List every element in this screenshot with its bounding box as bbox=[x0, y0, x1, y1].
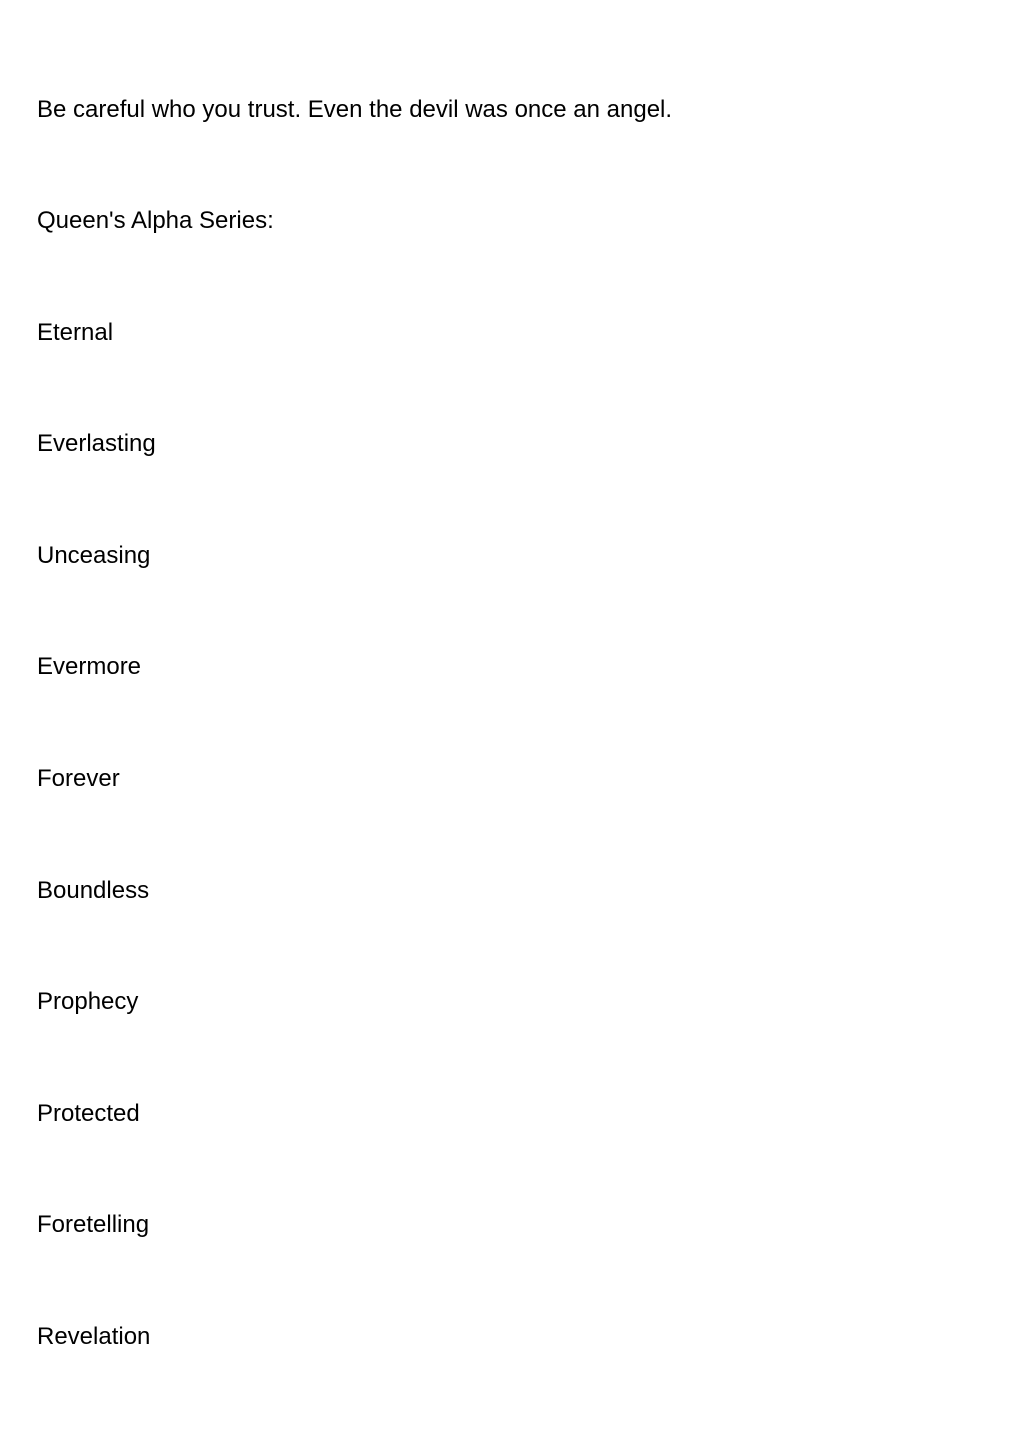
series-title: Revelation bbox=[37, 1323, 151, 1350]
series-title: Evermore bbox=[37, 653, 142, 680]
series-title: Unceasing bbox=[37, 542, 151, 569]
series-title: Protected bbox=[37, 1100, 140, 1127]
series-title: Boundless bbox=[37, 877, 150, 904]
series-title: Everlasting bbox=[37, 430, 156, 457]
series-title: Eternal bbox=[37, 319, 114, 346]
series-heading: Queen's Alpha Series: bbox=[37, 207, 274, 234]
series-title: Prophecy bbox=[37, 988, 139, 1015]
series-title: Forever bbox=[37, 765, 120, 792]
epigraph-quote: Be careful who you trust. Even the devil was once an angel. bbox=[37, 96, 673, 123]
series-title: Foretelling bbox=[37, 1211, 150, 1238]
